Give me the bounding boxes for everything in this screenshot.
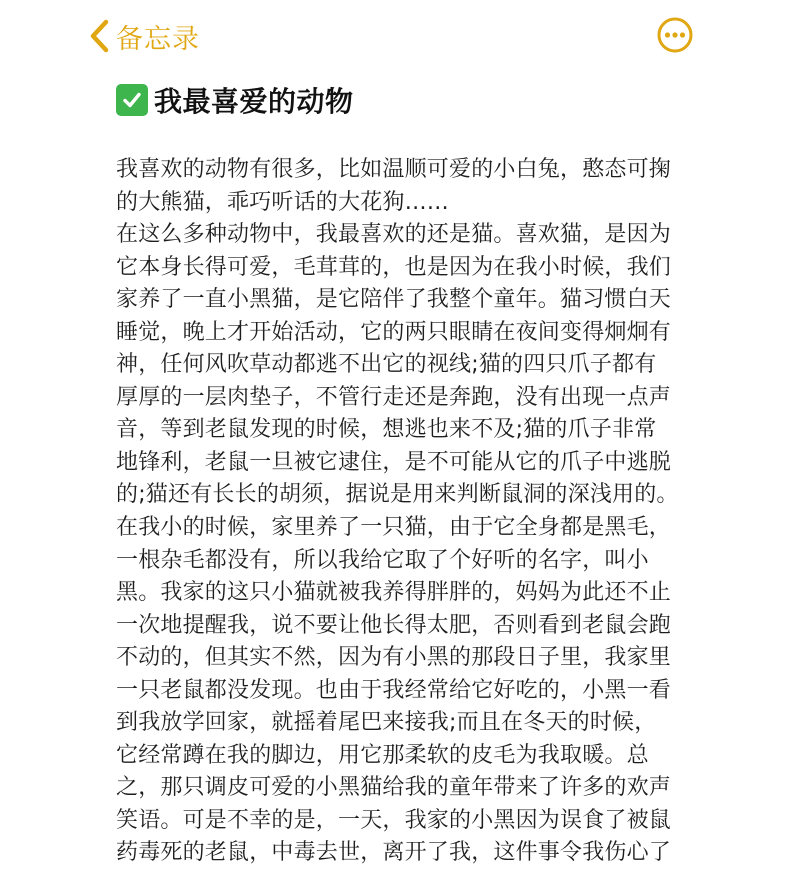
- note-line: 地锋利，老鼠一旦被它逮住，是不可能从它的爪子中逃脱: [116, 449, 672, 475]
- more-icon: [656, 39, 694, 58]
- note-line: 它本身长得可爱，毛茸茸的，也是因为在我小时候，我们: [116, 254, 672, 280]
- back-label: 备忘录: [116, 23, 200, 55]
- chevron-left-icon: [88, 18, 110, 54]
- note-line: 一只老鼠都没发现。也由于我经常给它好吃的，小黑一看: [116, 677, 672, 703]
- note-line: 的大熊猫，乖巧听话的大花狗……: [116, 189, 450, 215]
- note-line: 一次地提醒我，说不要让他长得太肥，否则看到老鼠会跑: [116, 612, 672, 638]
- note-line: 不动的，但其实不然，因为有小黑的那段日子里，我家里: [116, 645, 672, 671]
- note-title: 我最喜爱的动物: [154, 85, 354, 118]
- note-line: 在这么多种动物中，我最喜欢的还是猫。喜欢猫，是因为: [116, 222, 672, 248]
- note-line: 在我小的时候，家里养了一只猫，由于它全身都是黑毛，: [116, 515, 672, 541]
- note-body[interactable]: [116, 154, 692, 870]
- note-line: 的;猫还有长长的胡须，据说是用来判断鼠洞的深浅用的。: [116, 482, 679, 508]
- note-title-row: [116, 80, 354, 120]
- note-line: 睡觉，晚上才开始活动，它的两只眼睛在夜间变得炯炯有: [116, 319, 672, 345]
- note-line: 药毒死的老鼠，中毒去世，离开了我，这件事令我伤心了: [116, 840, 672, 866]
- note-line: 厚厚的一层肉垫子，不管行走还是奔跑，没有出现一点声: [116, 384, 672, 410]
- note-line: 神，任何风吹草动都逃不出它的视线;猫的四只爪子都有: [116, 352, 657, 378]
- note-line: 一根杂毛都没有，所以我给它取了个好听的名字，叫小: [116, 547, 649, 573]
- note-line: 黑。我家的这只小猫就被我养得胖胖的，妈妈为此还不止: [116, 580, 672, 606]
- note-line: 笑语。可是不幸的是，一天，我家的小黑因为误食了被鼠: [116, 807, 672, 833]
- note-line: 之，那只调皮可爱的小黑猫给我的童年带来了许多的欢声: [116, 775, 672, 801]
- note-line: 音，等到老鼠发现的时候，想逃也来不及;猫的爪子非常: [116, 417, 657, 443]
- check-mark-icon: [116, 84, 148, 116]
- note-line: 它经常蹲在我的脚边，用它那柔软的皮毛为我取暖。总: [116, 742, 649, 768]
- note-line: 到我放学回家，就摇着尾巴来接我;而且在冬天的时候，: [116, 710, 657, 736]
- back-button[interactable]: [88, 14, 200, 58]
- navigation-bar: [0, 0, 800, 72]
- note-line: 家养了一直小黑猫，是它陪伴了我整个童年。猫习惯白天: [116, 287, 672, 313]
- note-line: 我喜欢的动物有很多，比如温顺可爱的小白兔，憨态可掬: [116, 157, 672, 182]
- more-button[interactable]: [656, 16, 694, 54]
